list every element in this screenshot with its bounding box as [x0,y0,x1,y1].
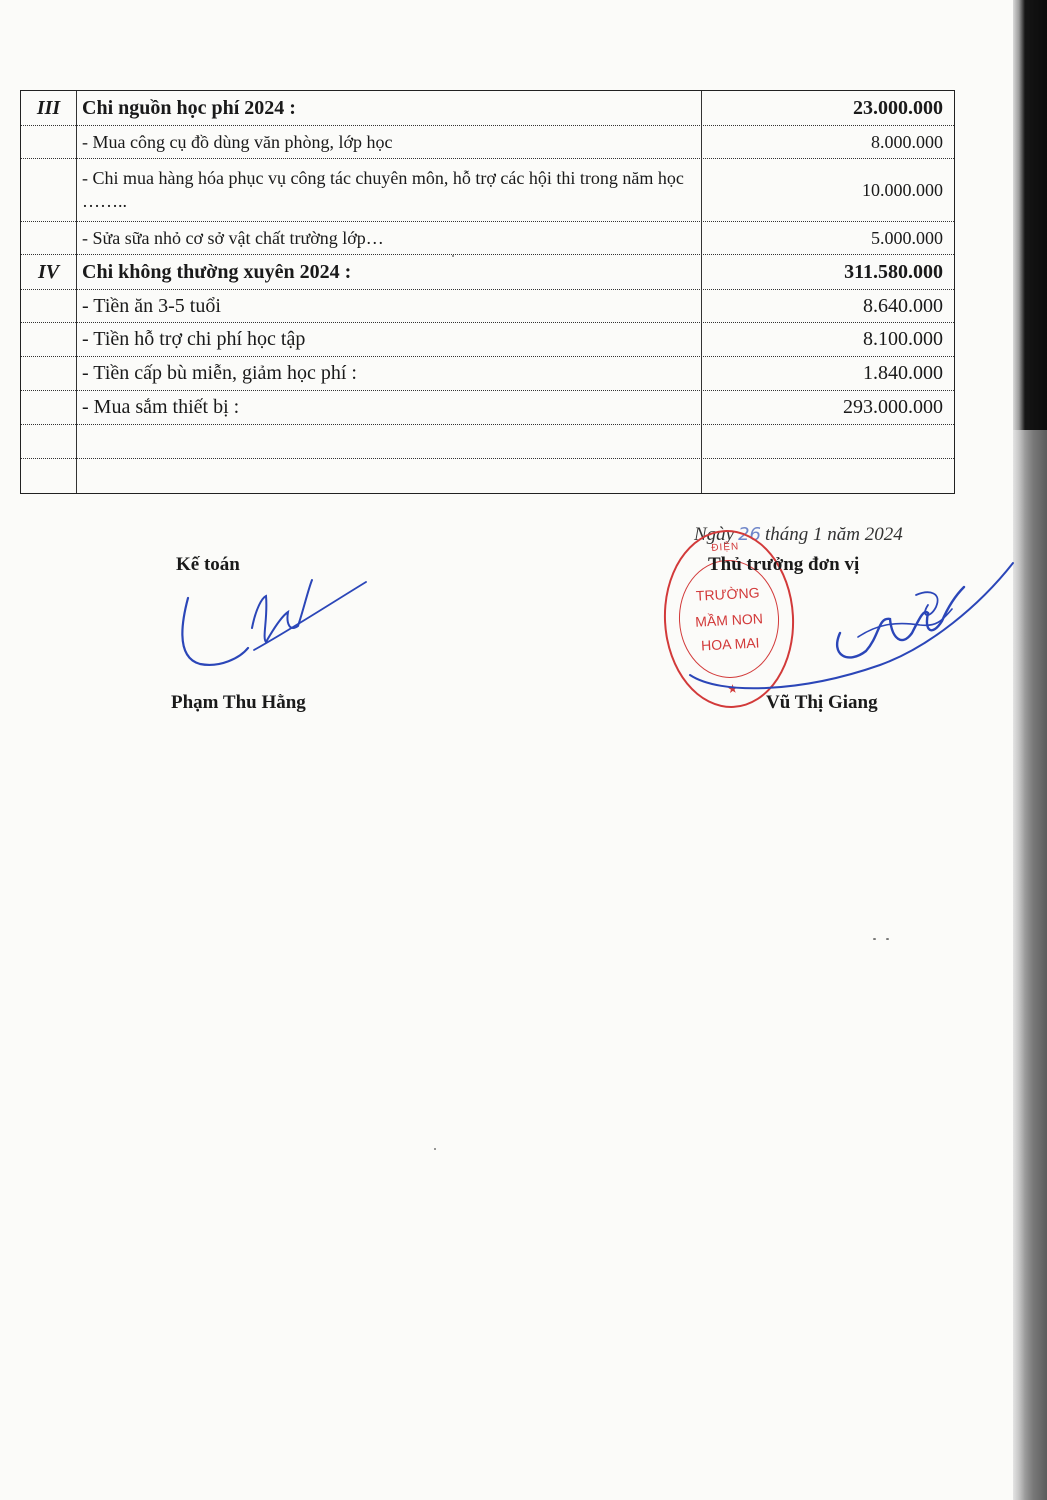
table-row [21,159,954,222]
scan-speck [886,938,889,940]
scan-speck [434,1148,436,1150]
head-signature [680,555,1015,705]
row-number [21,126,76,158]
row-amount: 23.000.000 [853,96,943,119]
row-description: - Chi mua hàng hóa phục vụ công tác chuyên môn, hỗ trợ các hội thi trong năm học …….. [82,168,684,211]
table-row [21,290,954,323]
row-number [21,222,76,254]
table-row [21,126,954,159]
table-row [21,425,954,459]
row-amount: 8.640.000 [863,294,943,317]
table-row [21,255,954,290]
table-row [21,91,954,126]
row-description [82,425,692,458]
row-amount: 293.000.000 [843,396,943,418]
row-amount [707,459,943,495]
stamp-ring-text: ĐIỆN [711,541,740,554]
row-amount: 5.000.000 [871,227,943,248]
scan-speck [452,255,454,257]
stamp-line1: TRƯỜNG [695,584,760,604]
table-row [21,222,954,255]
stamp-line2: MẦM NON [694,610,764,630]
row-description: Chi nguồn học phí 2024 : [82,96,296,119]
row-description: - Tiền ăn 3-5 tuổi [82,294,221,317]
budget-table [20,90,955,494]
row-amount: 8.100.000 [863,328,943,350]
stamp-line3: HOA MAI [700,634,760,654]
scan-edge-shadow [1013,0,1047,1500]
row-number [21,459,76,495]
scan-speck [873,938,876,940]
row-amount: 311.580.000 [844,260,943,283]
table-row [21,391,954,425]
date-day: 26 [738,524,762,545]
row-number: III [36,96,61,119]
row-amount: 8.000.000 [871,131,943,152]
row-number [21,290,76,322]
row-number: IV [37,260,60,283]
row-amount [707,425,943,458]
head-name: Vũ Thị Giang [766,692,878,713]
row-description: - Tiền hỗ trợ chi phí học tập [82,328,306,350]
row-description [82,459,692,495]
row-number [21,425,76,458]
row-description: - Tiền cấp bù miễn, giảm học phí : [82,362,357,384]
accountant-signature [170,568,370,678]
date-rest: tháng 1 năm 2024 [765,524,903,545]
table-row [21,357,954,391]
accountant-title: Kế toán [176,554,240,575]
row-amount: 10.000.000 [862,179,943,200]
row-description: Chi không thường xuyên 2024 : [82,260,352,283]
head-title: Thủ trưởng đơn vị [708,554,860,575]
accountant-name: Phạm Thu Hằng [171,692,306,713]
table-row [21,323,954,357]
row-amount: 1.840.000 [863,362,943,384]
row-number [21,357,76,390]
row-number [21,323,76,356]
table-row [21,459,954,495]
row-number [21,391,76,424]
row-description: - Sửa sữa nhỏ cơ sở vật chất trường lớp… [82,227,384,248]
star-icon: ★ [726,681,739,697]
date-prefix: Ngày [694,524,735,545]
row-description: - Mua sắm thiết bị : [82,396,240,418]
row-description: - Mua công cụ đồ dùng văn phòng, lớp học [82,131,393,152]
row-number [21,159,76,221]
